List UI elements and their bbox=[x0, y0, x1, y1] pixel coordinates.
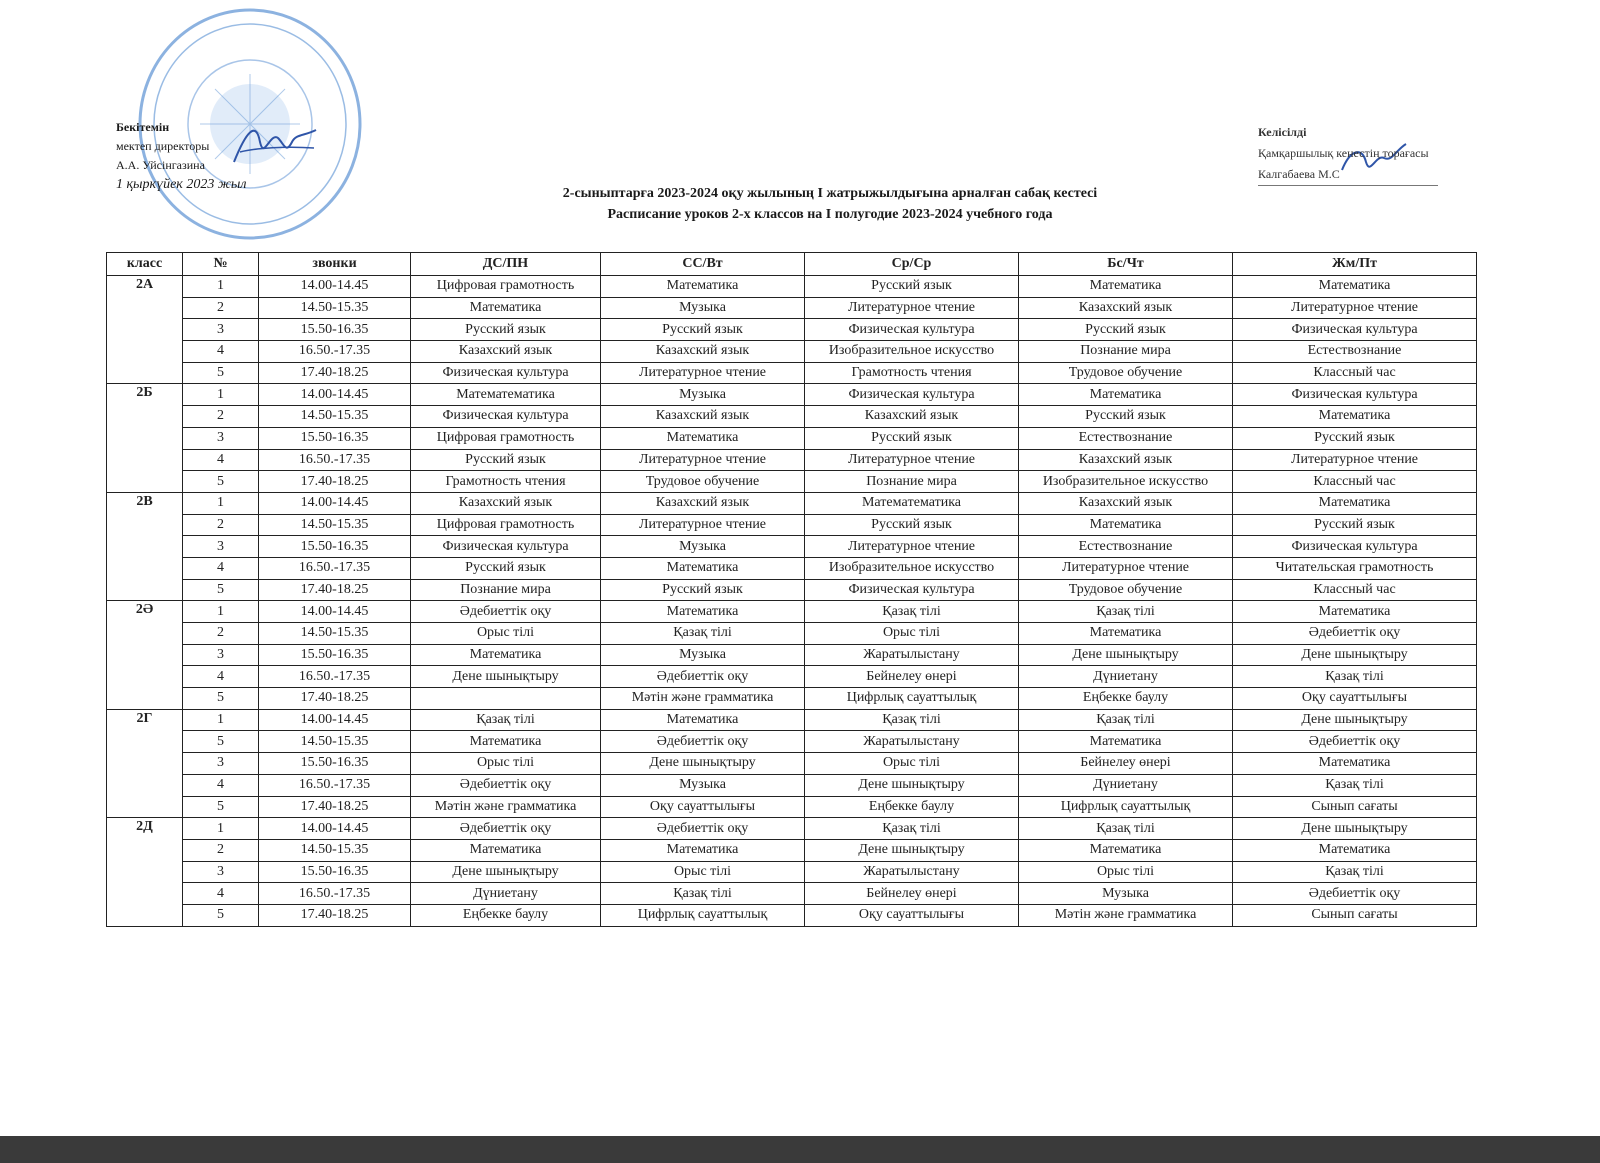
subject-cell: Орыс тілі bbox=[805, 753, 1019, 775]
table-row bbox=[107, 449, 1477, 471]
bell-time-cell: 14.00-14.45 bbox=[259, 818, 411, 840]
schedule-body bbox=[107, 276, 1477, 927]
table-row bbox=[107, 904, 1477, 926]
table-row bbox=[107, 427, 1477, 449]
subject-cell: Оқу сауаттылығы bbox=[1233, 688, 1477, 710]
subject-cell: Орыс тілі bbox=[411, 753, 601, 775]
scan-bottom-edge bbox=[0, 1136, 1600, 1163]
header-thursday: Бс/Чт bbox=[1019, 253, 1233, 276]
subject-cell: Дене шынықтыру bbox=[411, 666, 601, 688]
subject-cell: Музыка bbox=[601, 774, 805, 796]
schedule-table bbox=[106, 252, 1477, 927]
subject-cell: Математика bbox=[411, 297, 601, 319]
subject-cell: Цифровая грамотность bbox=[411, 427, 601, 449]
subject-cell: Изобразительное искусство bbox=[1019, 471, 1233, 493]
subject-cell: Музыка bbox=[601, 536, 805, 558]
subject-cell: Казахский язык bbox=[1019, 449, 1233, 471]
subject-cell: Дене шынықтыру bbox=[1019, 644, 1233, 666]
subject-cell: Математика bbox=[1019, 731, 1233, 753]
subject-cell: Қазақ тілі bbox=[1019, 818, 1233, 840]
subject-cell: Физическая культура bbox=[411, 406, 601, 428]
class-cell: 2Д bbox=[107, 818, 183, 926]
subject-cell: Еңбекке баулу bbox=[805, 796, 1019, 818]
subject-cell: Естествознание bbox=[1233, 341, 1477, 363]
subject-cell: Әдебиеттік оқу bbox=[601, 666, 805, 688]
lesson-number-cell: 3 bbox=[183, 319, 259, 341]
document-title-ru: Расписание уроков 2-х классов на I полугодие 2023-2024 учебного года bbox=[607, 207, 1053, 222]
lesson-number-cell: 2 bbox=[183, 839, 259, 861]
bell-time-cell: 14.50-15.35 bbox=[259, 514, 411, 536]
table-row bbox=[107, 514, 1477, 536]
table-row bbox=[107, 341, 1477, 363]
agreement-name: Калгабаева М.С bbox=[1258, 164, 1438, 186]
subject-cell: Математика bbox=[1019, 276, 1233, 298]
table-row bbox=[107, 688, 1477, 710]
table-row bbox=[107, 818, 1477, 840]
approval-block bbox=[116, 118, 246, 194]
bell-time-cell: 17.40-18.25 bbox=[259, 796, 411, 818]
subject-cell: Трудовое обучение bbox=[601, 471, 805, 493]
table-row bbox=[107, 861, 1477, 883]
lesson-number-cell: 4 bbox=[183, 774, 259, 796]
subject-cell: Русский язык bbox=[601, 319, 805, 341]
lesson-number-cell: 5 bbox=[183, 362, 259, 384]
lesson-number-cell: 4 bbox=[183, 557, 259, 579]
bell-time-cell: 14.50-15.35 bbox=[259, 839, 411, 861]
table-row bbox=[107, 839, 1477, 861]
subject-cell: Математика bbox=[601, 427, 805, 449]
subject-cell: Қазақ тілі bbox=[601, 623, 805, 645]
subject-cell: Казахский язык bbox=[1019, 297, 1233, 319]
subject-cell: Әдебиеттік оқу bbox=[411, 601, 601, 623]
table-row bbox=[107, 492, 1477, 514]
subject-cell: Русский язык bbox=[805, 427, 1019, 449]
subject-cell: Физическая культура bbox=[411, 536, 601, 558]
subject-cell: Математика bbox=[601, 557, 805, 579]
table-row bbox=[107, 362, 1477, 384]
table-row bbox=[107, 276, 1477, 298]
bell-time-cell: 14.50-15.35 bbox=[259, 731, 411, 753]
lesson-number-cell: 5 bbox=[183, 579, 259, 601]
bell-time-cell: 16.50.-17.35 bbox=[259, 449, 411, 471]
table-row bbox=[107, 644, 1477, 666]
subject-cell: Цифрлық сауаттылық bbox=[1019, 796, 1233, 818]
subject-cell: Дене шынықтыру bbox=[601, 753, 805, 775]
subject-cell: Музыка bbox=[601, 384, 805, 406]
header-monday: ДС/ПН bbox=[411, 253, 601, 276]
subject-cell: Әдебиеттік оқу bbox=[601, 818, 805, 840]
subject-cell: Физическая культура bbox=[1233, 319, 1477, 341]
subject-cell: Математика bbox=[1233, 406, 1477, 428]
bell-time-cell: 14.00-14.45 bbox=[259, 384, 411, 406]
subject-cell: Русский язык bbox=[1019, 406, 1233, 428]
lesson-number-cell: 1 bbox=[183, 601, 259, 623]
subject-cell: Литературное чтение bbox=[601, 362, 805, 384]
table-row bbox=[107, 774, 1477, 796]
bell-time-cell: 17.40-18.25 bbox=[259, 579, 411, 601]
bell-time-cell: 15.50-16.35 bbox=[259, 427, 411, 449]
subject-cell: Мәтін және грамматика bbox=[411, 796, 601, 818]
lesson-number-cell: 4 bbox=[183, 666, 259, 688]
bell-time-cell: 16.50.-17.35 bbox=[259, 883, 411, 905]
subject-cell: Литературное чтение bbox=[805, 449, 1019, 471]
subject-cell: Естествознание bbox=[1019, 427, 1233, 449]
bell-time-cell: 17.40-18.25 bbox=[259, 362, 411, 384]
subject-cell: Бейнелеу өнері bbox=[1019, 753, 1233, 775]
subject-cell: Еңбекке баулу bbox=[411, 904, 601, 926]
subject-cell: Қазақ тілі bbox=[1019, 709, 1233, 731]
subject-cell: Оқу сауаттылығы bbox=[601, 796, 805, 818]
table-row bbox=[107, 796, 1477, 818]
bell-time-cell: 14.50-15.35 bbox=[259, 406, 411, 428]
subject-cell: Казахский язык bbox=[411, 341, 601, 363]
header-bells: звонки bbox=[259, 253, 411, 276]
subject-cell: Жаратылыстану bbox=[805, 731, 1019, 753]
header-tuesday: СС/Вт bbox=[601, 253, 805, 276]
table-row bbox=[107, 297, 1477, 319]
subject-cell: Цифровая грамотность bbox=[411, 276, 601, 298]
subject-cell: Орыс тілі bbox=[601, 861, 805, 883]
agreement-label: Келісілді bbox=[1258, 125, 1307, 139]
subject-cell: Изобразительное искусство bbox=[805, 557, 1019, 579]
subject-cell: Грамотность чтения bbox=[805, 362, 1019, 384]
subject-cell: Қазақ тілі bbox=[1233, 774, 1477, 796]
subject-cell: Физическая культура bbox=[805, 579, 1019, 601]
subject-cell: Математика bbox=[1233, 276, 1477, 298]
subject-cell: Литературное чтение bbox=[805, 536, 1019, 558]
subject-cell: Цифрлық сауаттылық bbox=[601, 904, 805, 926]
subject-cell: Дене шынықтыру bbox=[1233, 644, 1477, 666]
lesson-number-cell: 2 bbox=[183, 406, 259, 428]
subject-cell: Дене шынықтыру bbox=[805, 839, 1019, 861]
subject-cell: Орыс тілі bbox=[411, 623, 601, 645]
subject-cell: Грамотность чтения bbox=[411, 471, 601, 493]
subject-cell: Казахский язык bbox=[411, 492, 601, 514]
table-row bbox=[107, 731, 1477, 753]
subject-cell: Познание мира bbox=[411, 579, 601, 601]
subject-cell: Изобразительное искусство bbox=[805, 341, 1019, 363]
subject-cell: Математика bbox=[601, 601, 805, 623]
subject-cell: Әдебиеттік оқу bbox=[601, 731, 805, 753]
subject-cell: Казахский язык bbox=[601, 492, 805, 514]
subject-cell: Математика bbox=[1233, 492, 1477, 514]
table-row bbox=[107, 666, 1477, 688]
subject-cell: Музыка bbox=[601, 297, 805, 319]
subject-cell: Литературное чтение bbox=[1233, 449, 1477, 471]
subject-cell: Әдебиеттік оқу bbox=[1233, 883, 1477, 905]
subject-cell bbox=[411, 688, 601, 710]
lesson-number-cell: 4 bbox=[183, 883, 259, 905]
header-friday: Жм/Пт bbox=[1233, 253, 1477, 276]
lesson-number-cell: 1 bbox=[183, 709, 259, 731]
subject-cell: Бейнелеу өнері bbox=[805, 666, 1019, 688]
subject-cell: Дүниетану bbox=[1019, 774, 1233, 796]
subject-cell: Математика bbox=[1019, 384, 1233, 406]
bell-time-cell: 15.50-16.35 bbox=[259, 536, 411, 558]
lesson-number-cell: 5 bbox=[183, 471, 259, 493]
subject-cell: Казахский язык bbox=[601, 341, 805, 363]
subject-cell: Оқу сауаттылығы bbox=[805, 904, 1019, 926]
approval-position: мектеп директоры bbox=[116, 139, 210, 153]
subject-cell: Литературное чтение bbox=[601, 449, 805, 471]
subject-cell: Қазақ тілі bbox=[411, 709, 601, 731]
header-class: класс bbox=[107, 253, 183, 276]
subject-cell: Қазақ тілі bbox=[601, 883, 805, 905]
subject-cell: Жаратылыстану bbox=[805, 861, 1019, 883]
subject-cell: Еңбекке баулу bbox=[1019, 688, 1233, 710]
table-row bbox=[107, 753, 1477, 775]
subject-cell: Қазақ тілі bbox=[1233, 861, 1477, 883]
subject-cell: Мәтін және грамматика bbox=[601, 688, 805, 710]
subject-cell: Физическая культура bbox=[805, 319, 1019, 341]
subject-cell: Мәтін және грамматика bbox=[1019, 904, 1233, 926]
subject-cell: Русский язык bbox=[805, 276, 1019, 298]
lesson-number-cell: 4 bbox=[183, 449, 259, 471]
bell-time-cell: 14.00-14.45 bbox=[259, 709, 411, 731]
subject-cell: Цифровая грамотность bbox=[411, 514, 601, 536]
lesson-number-cell: 3 bbox=[183, 644, 259, 666]
approval-name: А.А. Уйсінгазина bbox=[116, 158, 205, 172]
subject-cell: Физическая культура bbox=[411, 362, 601, 384]
lesson-number-cell: 1 bbox=[183, 492, 259, 514]
table-row bbox=[107, 319, 1477, 341]
bell-time-cell: 16.50.-17.35 bbox=[259, 774, 411, 796]
subject-cell: Әдебиеттік оқу bbox=[411, 818, 601, 840]
subject-cell: Дене шынықтыру bbox=[1233, 709, 1477, 731]
lesson-number-cell: 5 bbox=[183, 904, 259, 926]
subject-cell: Литературное чтение bbox=[805, 297, 1019, 319]
subject-cell: Математика bbox=[601, 839, 805, 861]
table-row bbox=[107, 471, 1477, 493]
bell-time-cell: 17.40-18.25 bbox=[259, 471, 411, 493]
class-cell: 2Б bbox=[107, 384, 183, 492]
subject-cell: Дене шынықтыру bbox=[805, 774, 1019, 796]
subject-cell: Русский язык bbox=[411, 449, 601, 471]
table-row bbox=[107, 623, 1477, 645]
subject-cell: Дене шынықтыру bbox=[1233, 818, 1477, 840]
subject-cell: Дүниетану bbox=[1019, 666, 1233, 688]
bell-time-cell: 17.40-18.25 bbox=[259, 688, 411, 710]
bell-time-cell: 14.00-14.45 bbox=[259, 492, 411, 514]
table-row bbox=[107, 709, 1477, 731]
subject-cell: Орыс тілі bbox=[805, 623, 1019, 645]
bell-time-cell: 16.50.-17.35 bbox=[259, 557, 411, 579]
table-row bbox=[107, 579, 1477, 601]
header-wednesday: Ср/Ср bbox=[805, 253, 1019, 276]
subject-cell: Матемaтематика bbox=[805, 492, 1019, 514]
header-number: № bbox=[183, 253, 259, 276]
table-header-row bbox=[107, 253, 1477, 276]
subject-cell: Русский язык bbox=[411, 557, 601, 579]
subject-cell: Математика bbox=[1233, 839, 1477, 861]
subject-cell: Математика bbox=[1233, 601, 1477, 623]
table-row bbox=[107, 601, 1477, 623]
subject-cell: Қазақ тілі bbox=[1233, 666, 1477, 688]
table-row bbox=[107, 883, 1477, 905]
lesson-number-cell: 4 bbox=[183, 341, 259, 363]
subject-cell: Русский язык bbox=[1233, 514, 1477, 536]
subject-cell: Русский язык bbox=[1233, 427, 1477, 449]
bell-time-cell: 16.50.-17.35 bbox=[259, 341, 411, 363]
subject-cell: Математика bbox=[411, 839, 601, 861]
table-row bbox=[107, 384, 1477, 406]
subject-cell: Математика bbox=[601, 709, 805, 731]
lesson-number-cell: 2 bbox=[183, 297, 259, 319]
subject-cell: Қазақ тілі bbox=[1019, 601, 1233, 623]
bell-time-cell: 14.50-15.35 bbox=[259, 623, 411, 645]
subject-cell: Бейнелеу өнері bbox=[805, 883, 1019, 905]
class-cell: 2Г bbox=[107, 709, 183, 817]
subject-cell: Математика bbox=[1019, 514, 1233, 536]
subject-cell: Сынып сағаты bbox=[1233, 796, 1477, 818]
subject-cell: Классный час bbox=[1233, 579, 1477, 601]
subject-cell: Әдебиеттік оқу bbox=[411, 774, 601, 796]
table-row bbox=[107, 406, 1477, 428]
agreement-position: Қамқаршылық кенестің торағасы bbox=[1258, 146, 1429, 160]
subject-cell: Трудовое обучение bbox=[1019, 362, 1233, 384]
subject-cell: Литературное чтение bbox=[1019, 557, 1233, 579]
bell-time-cell: 15.50-16.35 bbox=[259, 861, 411, 883]
subject-cell: Трудовое обучение bbox=[1019, 579, 1233, 601]
table-row bbox=[107, 536, 1477, 558]
lesson-number-cell: 3 bbox=[183, 536, 259, 558]
subject-cell: Познание мира bbox=[1019, 341, 1233, 363]
subject-cell: Русский язык bbox=[1019, 319, 1233, 341]
lesson-number-cell: 5 bbox=[183, 731, 259, 753]
subject-cell: Литературное чтение bbox=[601, 514, 805, 536]
subject-cell: Казахский язык bbox=[805, 406, 1019, 428]
subject-cell: Русский язык bbox=[805, 514, 1019, 536]
lesson-number-cell: 1 bbox=[183, 276, 259, 298]
subject-cell: Қазақ тілі bbox=[805, 601, 1019, 623]
subject-cell: Русский язык bbox=[601, 579, 805, 601]
subject-cell: Дүниетану bbox=[411, 883, 601, 905]
approval-label: Бекітемін bbox=[116, 120, 170, 134]
lesson-number-cell: 5 bbox=[183, 796, 259, 818]
subject-cell: Математика bbox=[1019, 623, 1233, 645]
lesson-number-cell: 3 bbox=[183, 753, 259, 775]
subject-cell: Математика bbox=[411, 644, 601, 666]
document-title-kz: 2-сыныптарға 2023-2024 оқу жылының І жатрыжылдығына арналған сабақ кестесі bbox=[562, 186, 1098, 201]
subject-cell: Жаратылыстану bbox=[805, 644, 1019, 666]
subject-cell: Физическая культура bbox=[805, 384, 1019, 406]
subject-cell: Классный час bbox=[1233, 362, 1477, 384]
class-cell: 2В bbox=[107, 492, 183, 600]
lesson-number-cell: 5 bbox=[183, 688, 259, 710]
subject-cell: Литературное чтение bbox=[1233, 297, 1477, 319]
class-cell: 2Ә bbox=[107, 601, 183, 709]
bell-time-cell: 15.50-16.35 bbox=[259, 753, 411, 775]
subject-cell: Қазақ тілі bbox=[805, 818, 1019, 840]
subject-cell: Орыс тілі bbox=[1019, 861, 1233, 883]
lesson-number-cell: 1 bbox=[183, 818, 259, 840]
subject-cell: Музыка bbox=[1019, 883, 1233, 905]
subject-cell: Әдебиеттік оқу bbox=[1233, 731, 1477, 753]
class-cell: 2А bbox=[107, 276, 183, 384]
subject-cell: Физическая культура bbox=[1233, 384, 1477, 406]
subject-cell: Математика bbox=[1019, 839, 1233, 861]
subject-cell: Сынып сағаты bbox=[1233, 904, 1477, 926]
bell-time-cell: 17.40-18.25 bbox=[259, 904, 411, 926]
subject-cell: Музыка bbox=[601, 644, 805, 666]
bell-time-cell: 15.50-16.35 bbox=[259, 319, 411, 341]
table-row bbox=[107, 557, 1477, 579]
subject-cell: Цифрлық сауаттылық bbox=[805, 688, 1019, 710]
bell-time-cell: 14.00-14.45 bbox=[259, 276, 411, 298]
bell-time-cell: 14.50-15.35 bbox=[259, 297, 411, 319]
subject-cell: Читательская грамотность bbox=[1233, 557, 1477, 579]
subject-cell: Русский язык bbox=[411, 319, 601, 341]
subject-cell: Математика bbox=[1233, 753, 1477, 775]
bell-time-cell: 16.50.-17.35 bbox=[259, 666, 411, 688]
subject-cell: Математика bbox=[601, 276, 805, 298]
subject-cell: Қазақ тілі bbox=[805, 709, 1019, 731]
subject-cell: Познание мира bbox=[805, 471, 1019, 493]
subject-cell: Дене шынықтыру bbox=[411, 861, 601, 883]
subject-cell: Физическая культура bbox=[1233, 536, 1477, 558]
subject-cell: Математематика bbox=[411, 384, 601, 406]
lesson-number-cell: 3 bbox=[183, 861, 259, 883]
lesson-number-cell: 2 bbox=[183, 514, 259, 536]
subject-cell: Казахский язык bbox=[601, 406, 805, 428]
subject-cell: Әдебиеттік оқу bbox=[1233, 623, 1477, 645]
lesson-number-cell: 3 bbox=[183, 427, 259, 449]
lesson-number-cell: 1 bbox=[183, 384, 259, 406]
bell-time-cell: 15.50-16.35 bbox=[259, 644, 411, 666]
bell-time-cell: 14.00-14.45 bbox=[259, 601, 411, 623]
subject-cell: Казахский язык bbox=[1019, 492, 1233, 514]
lesson-number-cell: 2 bbox=[183, 623, 259, 645]
approval-date: 1 қыркүйек 2023 жыл bbox=[116, 177, 247, 192]
subject-cell: Классный час bbox=[1233, 471, 1477, 493]
agreement-block bbox=[1258, 122, 1438, 186]
subject-cell: Математика bbox=[411, 731, 601, 753]
subject-cell: Естествознание bbox=[1019, 536, 1233, 558]
